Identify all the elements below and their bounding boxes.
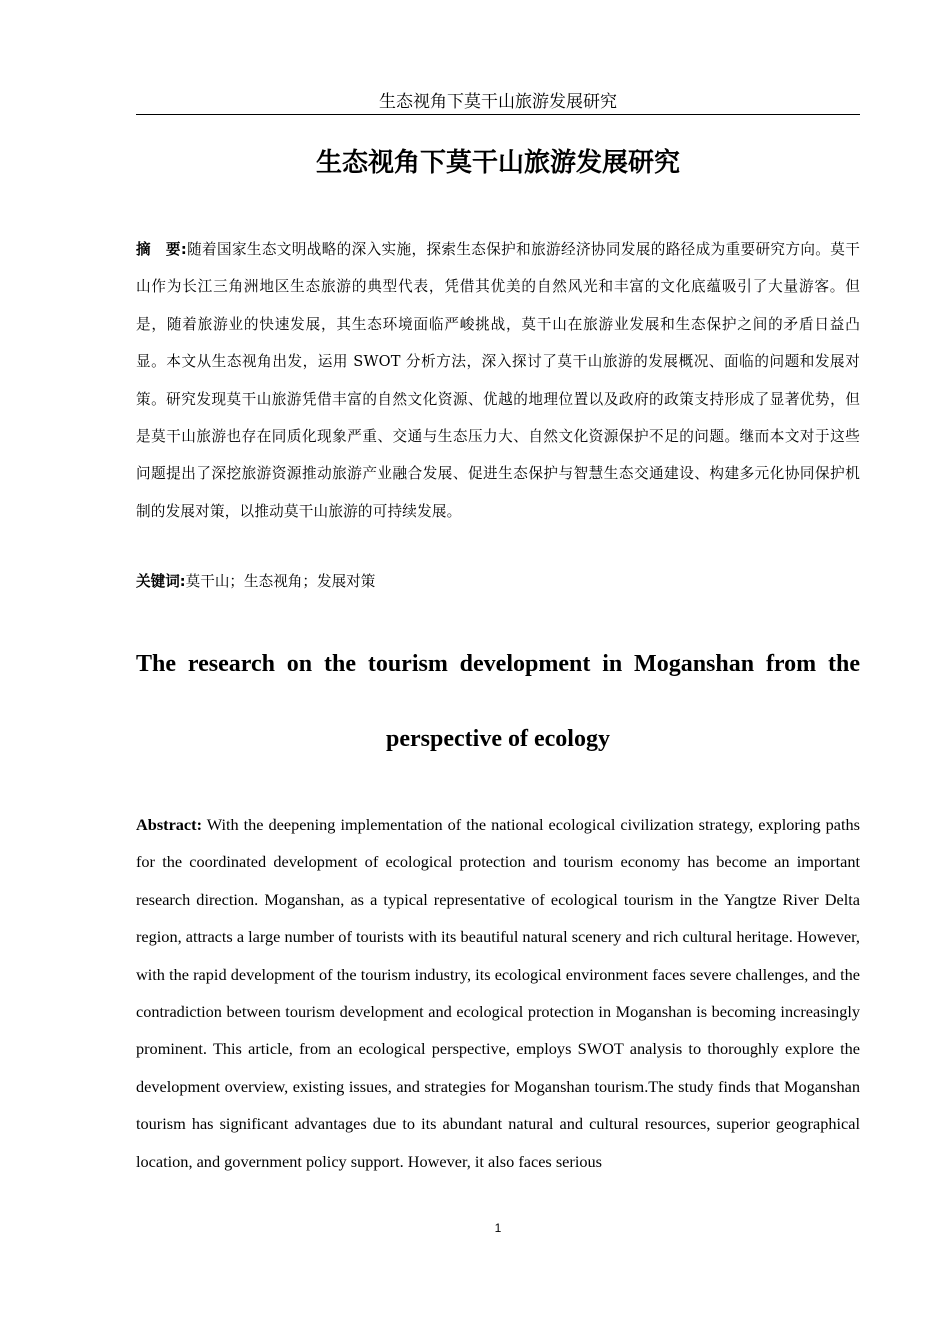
page-number: 1: [494, 1221, 502, 1235]
chinese-title: 生态视角下莫干山旅游发展研究: [315, 148, 680, 178]
chinese-keywords-text: 莫干山；生态视角；发展对策: [185, 573, 376, 590]
english-abstract-label: Abstract:: [136, 815, 203, 834]
chinese-abstract-label: 摘 要:: [136, 241, 187, 258]
chinese-keywords: [136, 566, 860, 598]
english-abstract-text: With the deepening implementation of the national ecological civilization strategy, exploring paths for the coordinated development of ecological protection and tourism economy has become an important research direction. Moganshan, as a typical representative of ecological tourism in the Yangtze River Delta region, attracts a large number of tourists with its beautiful natural scenery and rich cultural heritage. However, with the rapid development of the tourism industry, its ecological environment faces severe challenges, and the contradiction between tourism development and ecological protection in Moganshan is becoming increasingly prominent. This article, from an ecological perspective, employs SWOT analysis to thoroughly explore the development overview, existing issues, and strategies for Moganshan tourism.The study finds that Moganshan tourism has significant advantages due to its abundant natural and cultural resources, superior geographical location, and government policy support. However, it also faces serious: [136, 815, 861, 1171]
running-header: 生态视角下莫干山旅游发展研究: [136, 90, 860, 115]
chinese-keywords-label: 关键词:: [136, 573, 186, 590]
chinese-abstract: [136, 231, 860, 530]
chinese-abstract-text: 随着国家生态文明战略的深入实施，探索生态保护和旅游经济协同发展的路径成为重要研究方向。莫干山作为长江三角洲地区生态旅游的典型代表，凭借其优美的自然风光和丰富的文化底蕴吸引了大量游客。但是，随着旅游业的快速发展，其生态环境面临严峻挑战，莫干山在旅游业发展和生态保护之间的矛盾日益凸显。本文从生态视角出发，运用 SWOT 分析方法，深入探讨了莫干山旅游的发展概况、面临的问题和发展对策。研究发现莫干山旅游凭借丰富的自然文化资源、优越的地理位置以及政府的政策支持形成了显著优势，但是莫干山旅游也存在同质化现象严重、交通与生态压力大、自然文化资源保护不足的问题。继而本文对于这些问题提出了深挖旅游资源推动旅游产业融合发展、促进生态保护与智慧生态交通建设、构建多元化协同保护机制的发展对策，以推动莫干山旅游的可持续发展。: [136, 241, 860, 520]
english-title-line-2: perspective of ecology: [386, 726, 610, 752]
english-title-line-1: The research on the tourism development in Moganshan from the: [136, 651, 860, 677]
english-title: [136, 644, 860, 759]
english-abstract: [136, 806, 860, 1180]
